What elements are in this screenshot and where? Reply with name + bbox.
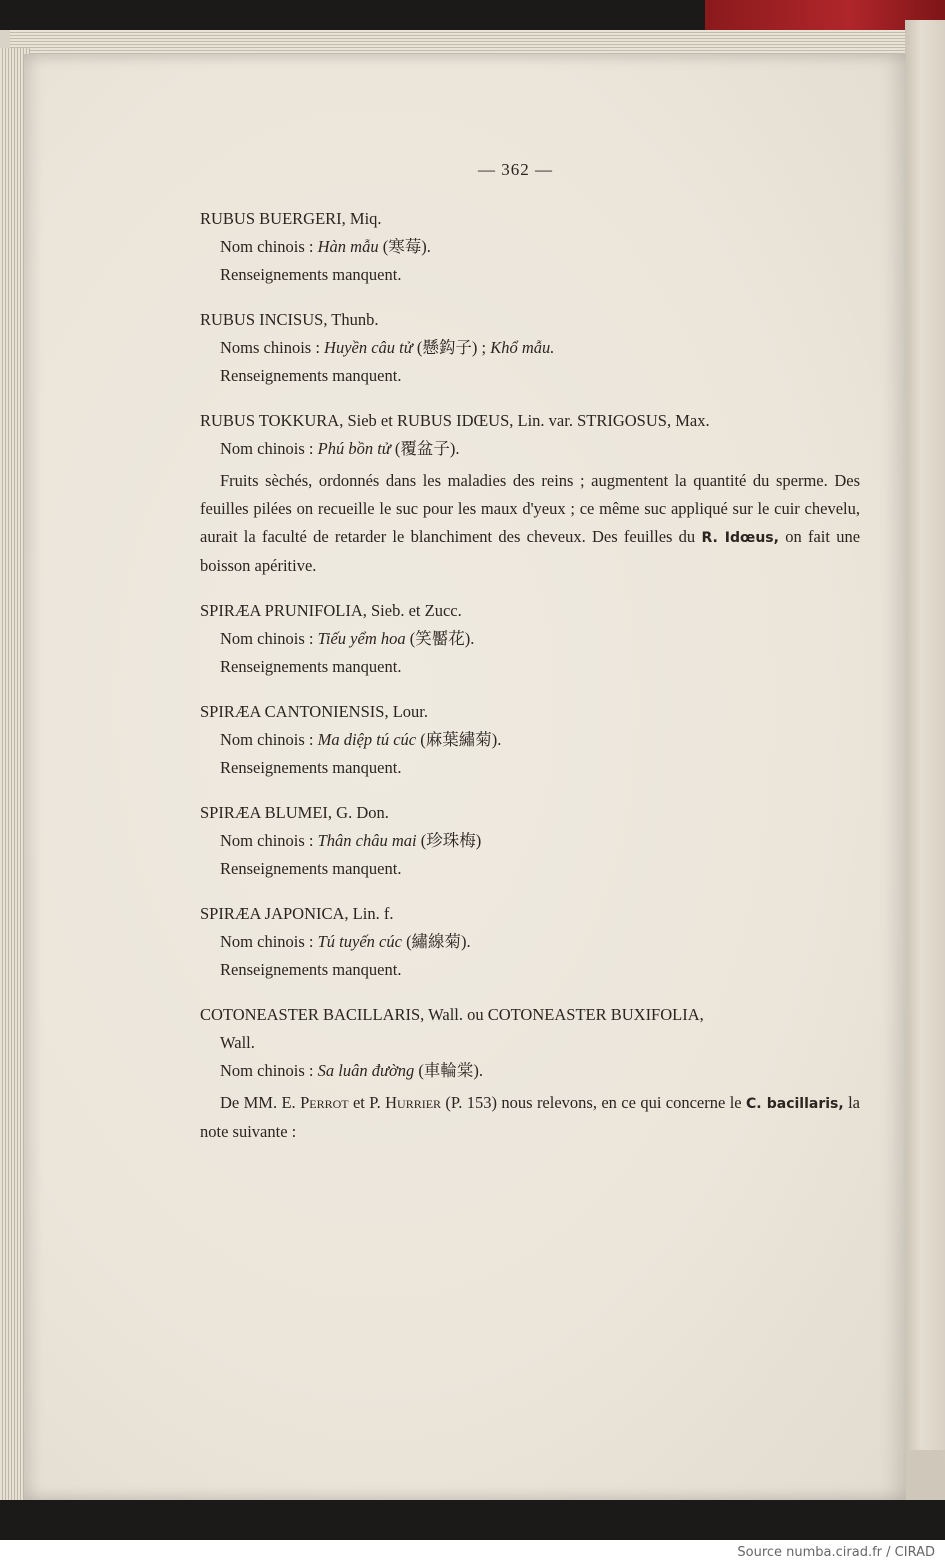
chinese-name-romanized: Tú tuyến cúc: [317, 932, 402, 951]
entry-spiraea-cantoniensis: [200, 698, 860, 782]
chinese-characters: (懸鈎子) ;: [412, 338, 491, 357]
chinese-name-line: [200, 435, 860, 463]
page-content: [200, 205, 860, 1163]
species-abbrev: R. Idœus,: [701, 530, 779, 546]
chinese-name-romanized: Tiếu yểm hoa: [317, 629, 406, 648]
chinese-name-line: [200, 334, 860, 362]
info-note: Renseignements manquent.: [220, 960, 402, 979]
chinese-characters: (笑靨花).: [405, 629, 475, 648]
entry-spiraea-blumei: [200, 799, 860, 883]
chinese-name-label: Noms chinois :: [220, 338, 325, 357]
species-title: RUBUS INCISUS, Thunb.: [200, 310, 379, 329]
citation-paragraph: [200, 1089, 860, 1146]
chinese-name-line: [200, 726, 860, 754]
page-number: — 362 —: [478, 160, 553, 179]
chinese-name-romanized: Phú bồn tử: [317, 439, 391, 458]
entry-spiraea-japonica: [200, 900, 860, 984]
info-note: Renseignements manquent.: [220, 265, 402, 284]
species-title: SPIRÆA PRUNIFOLIA, Sieb. et Zucc.: [200, 601, 462, 620]
chinese-name-line: [200, 233, 860, 261]
paragraph-text-end: on fait une boisson apéritive.: [200, 527, 861, 575]
chinese-name-romanized: Sa luân đường: [317, 1061, 415, 1080]
info-note: Renseignements manquent.: [220, 657, 402, 676]
chinese-name-romanized: Ma diệp tú cúc: [317, 730, 417, 749]
info-note: Renseignements manquent.: [220, 758, 402, 777]
chinese-name-label: Nom chinois :: [220, 439, 318, 458]
info-note: Renseignements manquent.: [220, 366, 402, 385]
paragraph-text: (P. 153) nous relevons, en ce qui concerne le: [441, 1093, 746, 1112]
info-note: Renseignements manquent.: [220, 859, 402, 878]
description-paragraph: [200, 467, 860, 580]
chinese-name-romanized-alt: Khổ mẫu.: [490, 338, 555, 357]
chinese-characters: (珍珠梅): [416, 831, 482, 850]
chinese-characters: (覆盆子).: [390, 439, 460, 458]
chinese-name-romanized: Hàn mẫu: [317, 237, 379, 256]
paragraph-text: et P.: [348, 1093, 386, 1112]
source-credit: Source numba.cirad.fr / CIRAD: [737, 1545, 935, 1560]
species-title: RUBUS BUERGERI, Miq.: [200, 209, 382, 228]
species-title: SPIRÆA JAPONICA, Lin. f.: [200, 904, 394, 923]
chinese-name-label: Nom chinois :: [220, 629, 318, 648]
author-name: Hurrier: [385, 1093, 442, 1112]
chinese-characters: (車輪棠).: [414, 1061, 484, 1080]
chinese-name-romanized: Huyền câu tử: [324, 338, 413, 357]
entry-cotoneaster: [200, 1001, 860, 1146]
chinese-name-label: Nom chinois :: [220, 932, 318, 951]
author-name: Perrot: [300, 1093, 349, 1112]
species-title: RUBUS TOKKURA, Sieb et RUBUS IDŒUS, Lin. var. STRIGOSUS, Max.: [200, 411, 710, 430]
chinese-name-line: [200, 625, 860, 653]
facing-page-edge: [905, 20, 945, 1450]
species-title: COTONEASTER BACILLARIS, Wall. ou COTONEASTER BUXIFOLIA,: [200, 1005, 704, 1024]
entry-rubus-tokkura: [200, 407, 860, 580]
paragraph-text-end: la note suivante :: [200, 1093, 860, 1141]
chinese-name-line: [200, 827, 860, 855]
species-title: SPIRÆA CANTONIENSIS, Lour.: [200, 702, 428, 721]
chinese-characters: (寒莓).: [378, 237, 431, 256]
chinese-name-label: Nom chinois :: [220, 730, 318, 749]
chinese-name-label: Nom chinois :: [220, 1061, 318, 1080]
chinese-name-line: [200, 928, 860, 956]
entry-rubus-buergeri: [200, 205, 860, 289]
chinese-name-label: Nom chinois :: [220, 237, 318, 256]
species-title-continued: Wall.: [220, 1033, 255, 1052]
chinese-characters: (繡線菊).: [401, 932, 471, 951]
entry-rubus-incisus: [200, 306, 860, 390]
species-abbrev: C. bacillaris,: [746, 1096, 844, 1112]
paragraph-text: De MM. E.: [220, 1093, 301, 1112]
chinese-name-line: [200, 1057, 860, 1085]
species-title: SPIRÆA BLUMEI, G. Don.: [200, 803, 389, 822]
chinese-name-romanized: Thân châu mai: [317, 831, 417, 850]
chinese-characters: (麻葉繡菊).: [416, 730, 502, 749]
entry-spiraea-prunifolia: [200, 597, 860, 681]
chinese-name-label: Nom chinois :: [220, 831, 318, 850]
paragraph-text: Fruits sèchés, ordonnés dans les maladies des reins ; augmentent la quantité du sperme. Des feuilles pilées on recueille le suc pour les maux d'yeux ; ce même suc appliqué sur le cuir chevelu, aurait la faculté de retarder le blanchiment des cheveux. Des feuilles du: [200, 471, 860, 546]
